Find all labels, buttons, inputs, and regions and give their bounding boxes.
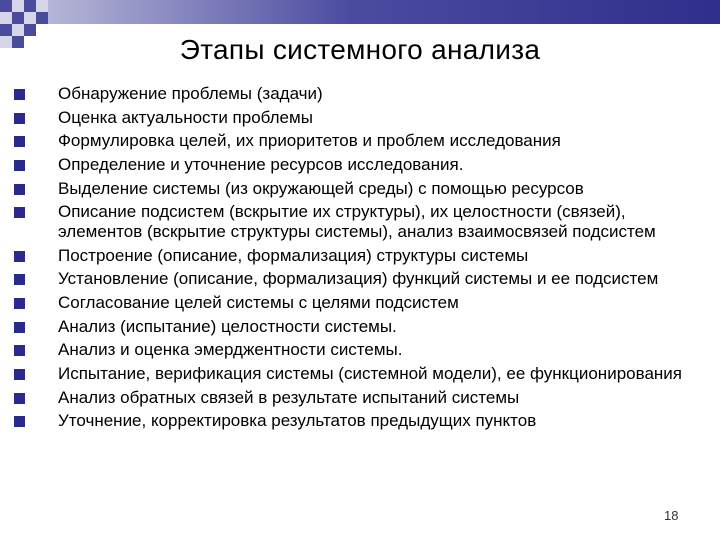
stages-list [14,84,704,435]
list-item [14,179,704,199]
list-item [14,131,704,151]
list-item-text: Уточнение, корректировка результатов предыдущих пунктов [58,411,537,431]
checker-square [36,12,48,24]
checker-square [0,0,12,12]
list-item-text: Построение (описание, формализация) структуры системы [58,245,529,265]
list-item-text: Описание подсистем (вскрытие их структуры), их целостности (связей), элементов (вскрытие структуры системы), анализ взаимосвязей подсистем [58,202,656,241]
square-bullet-icon [14,184,25,195]
square-bullet-icon [14,345,25,356]
list-item [14,246,704,266]
list-item-text: Согласование целей системы с целями подсистем [58,293,459,312]
list-item-text: Анализ (испытание) целостности системы. [58,316,397,336]
list-item-text: Установление (описание, формализация) функций системы и ее подсистем [58,269,659,289]
square-bullet-icon [14,207,25,218]
square-bullet-icon [14,251,25,262]
slide-title: Этапы системного анализа [179,34,541,65]
square-bullet-icon [14,416,25,427]
list-item-text: Оценка актуальности проблемы [58,107,313,127]
square-bullet-icon [14,89,25,100]
list-item [14,340,704,360]
checker-square [12,12,24,24]
list-item-text: Выделение системы (из окружающей среды) с помощью ресурсов [58,178,584,198]
checker-square [24,0,36,12]
square-bullet-icon [14,160,25,171]
list-item [14,293,704,313]
list-item [14,269,704,289]
list-item-text: Определение и уточнение ресурсов исследования. [58,155,464,175]
square-bullet-icon [14,393,25,404]
page-number: 18 [664,508,679,523]
list-item-text: Анализ и оценка эмерджентности системы. [58,340,403,360]
header-gradient-band [48,0,720,24]
square-bullet-icon [14,136,25,147]
list-item [14,364,704,384]
square-bullet-icon [14,369,25,380]
list-item [14,317,704,337]
list-item-text: Обнаружение проблемы (задачи) [58,84,323,103]
square-bullet-icon [14,113,25,124]
list-item [14,155,704,175]
square-bullet-icon [14,274,25,285]
checker-square [36,0,48,12]
list-item [14,108,704,128]
list-item [14,388,704,408]
checker-square [0,12,12,24]
square-bullet-icon [14,298,25,309]
checker-square [24,12,36,24]
list-item-text: Испытание, верификация системы (системной модели), ее функционирования [58,364,682,384]
square-bullet-icon [14,322,25,333]
list-item-text: Формулировка целей, их приоритетов и проблем исследования [58,131,561,151]
checker-square [12,0,24,12]
list-item [14,411,704,431]
list-item [14,84,704,104]
list-item-text: Анализ обратных связей в результате испытаний системы [58,387,520,407]
list-item [14,202,704,241]
